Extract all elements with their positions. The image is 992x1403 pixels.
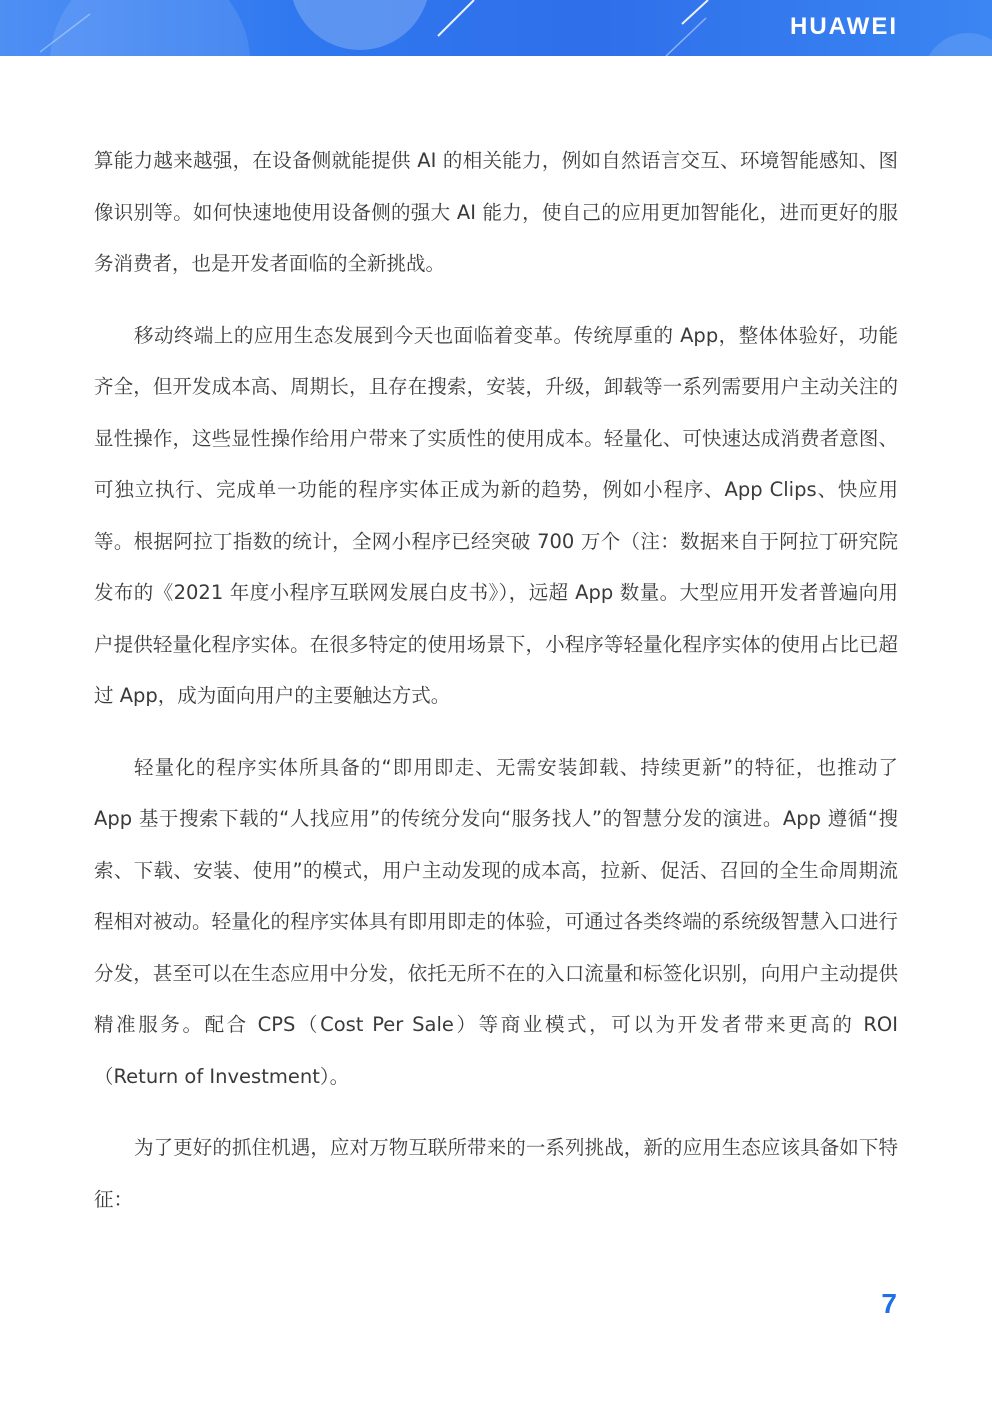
decor-line-3 <box>666 18 706 56</box>
brand-logo-text: HUAWEI <box>790 13 898 40</box>
decor-circle-top <box>290 0 430 50</box>
paragraph-app-ecosystem: 移动终端上的应用生态发展到今天也面临着变革。传统厚重的 App，整体体验好，功能齐全，但开发成本高、周期长，且存在搜索，安装，升级，卸载等一系列需要用户主动关注的显性操作，这些显性操作给用户带来了实质性的使用成本。轻量化、可快速达成消费者意图、可独立执行、完成单一功能的程序实体正成为新的趋势，例如小程序、App Clips、快应用等。根据阿拉丁指数的统计，全网小程序已经突破 700 万个（注：数据来自于阿拉丁研究院发布的《2021 年度小程序互联网发展白皮书》），远超 App 数量。大型应用开发者普遍向用户提供轻量化程序实体。在很多特定的使用场景下，小程序等轻量化程序实体的使用占比已超过 App，成为面向用户的主要触达方式。 <box>94 323 898 707</box>
paragraph-continuation: 算能力越来越强，在设备侧就能提供 AI 的相关能力，例如自然语言交互、环境智能感知、图像识别等。如何快速地使用设备侧的强大 AI 能力，使自己的应用更加智能化，进而更好的服务消费者，也是开发者面临的全新挑战。 <box>94 149 898 275</box>
decor-circle-left <box>50 0 250 56</box>
paragraph-lightweight-distribution: 轻量化的程序实体所具备的“即用即走、无需安装卸载、持续更新”的特征，也推动了 App 基于搜索下载的“人找应用”的传统分发向“服务找人”的智慧分发的演进。App 遵循“搜索、下载、安装、使用”的模式，用户主动发现的成本高，拉新、促活、召回的全生命周期流程相对被动。轻量化的程序实体具有即用即走的体验，可通过各类终端的系统级智慧入口进行分发，甚至可以在生态应用中分发，依托无所不在的入口流量和标签化识别，向用户主动提供精准服务。配合 CPS（Cost Per Sale）等商业模式，可以为开发者带来更高的 ROI（Return of Investment）。 <box>94 755 898 1088</box>
header-banner <box>0 0 992 56</box>
decor-line-2 <box>438 0 474 36</box>
document-body <box>94 135 898 1225</box>
paragraph-new-ecosystem: 为了更好的抓住机遇，应对万物互联所带来的一系列挑战，新的应用生态应该具备如下特征： <box>94 1136 898 1211</box>
page-number: 7 <box>881 1288 897 1319</box>
decor-circle-right <box>923 33 992 56</box>
